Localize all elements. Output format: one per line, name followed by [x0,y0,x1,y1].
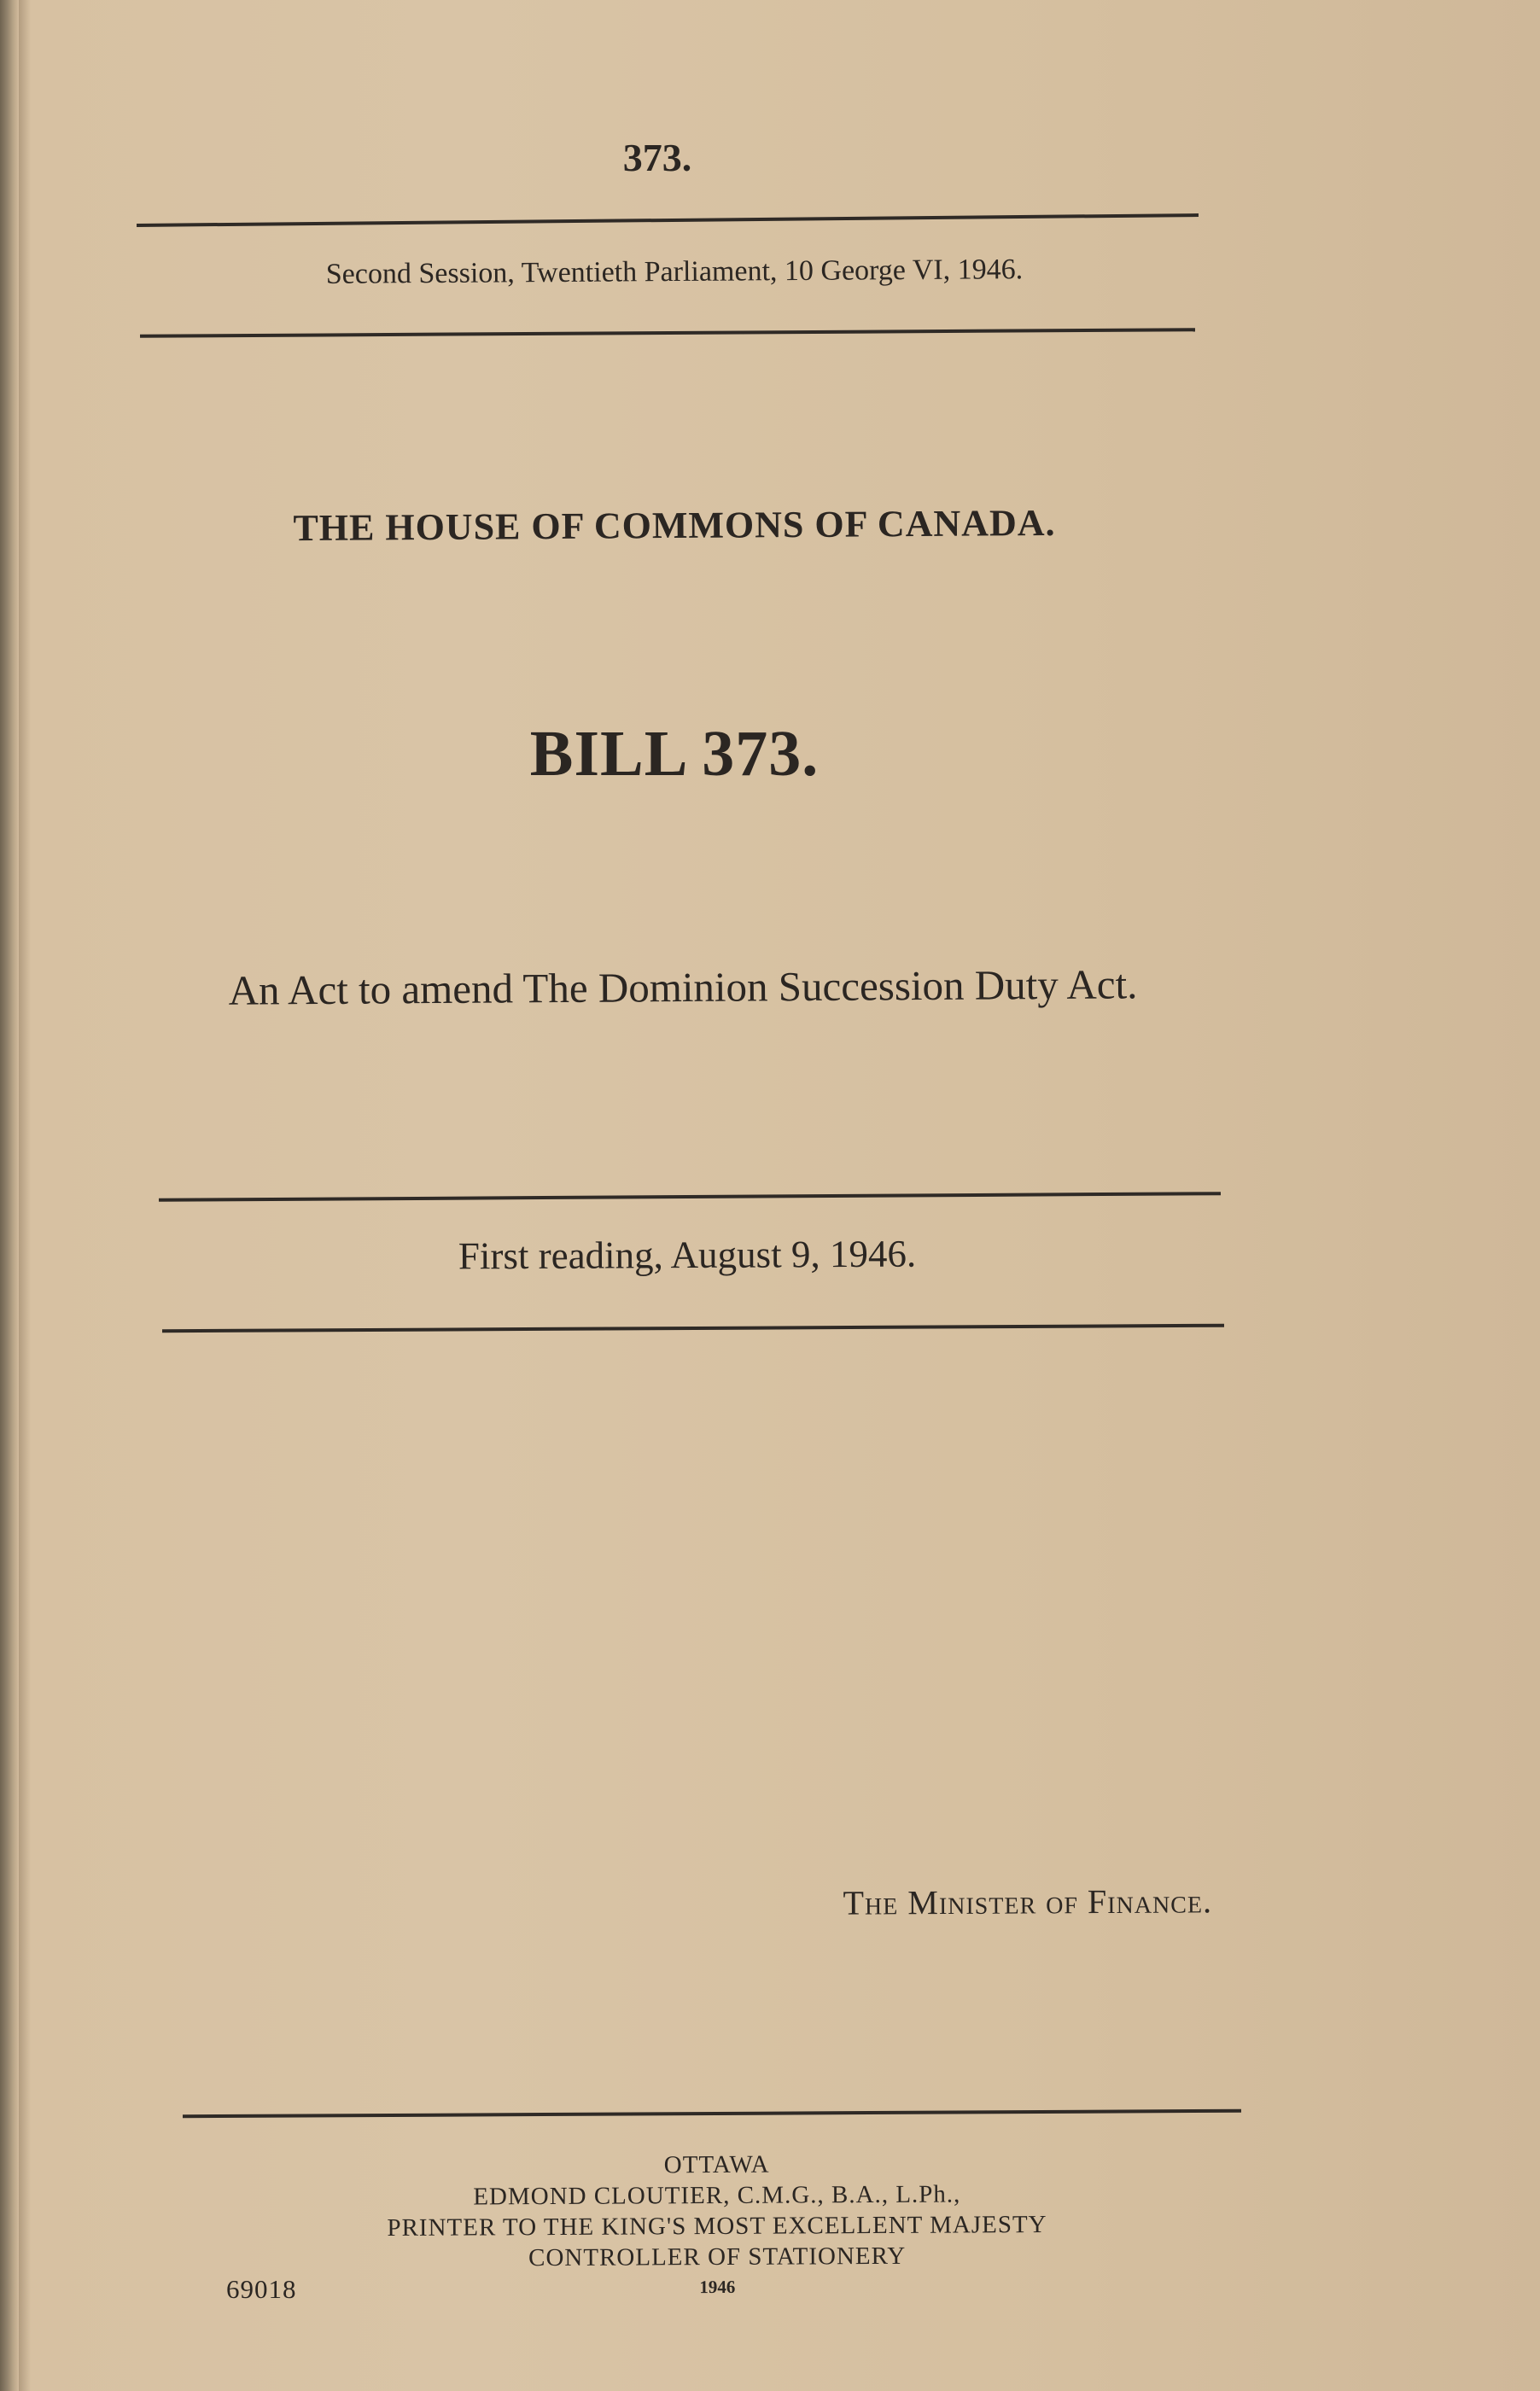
imprint-controller: CONTROLLER OF STATIONERY [528,2242,907,2272]
session-bottom-rule [140,328,1195,338]
bill-title: BILL 373. [529,718,820,790]
imprint-printer-name: EDMOND CLOUTIER, C.M.G., B.A., L.Ph., [473,2180,961,2211]
imprint-rule [183,2109,1241,2118]
binding-edge [0,0,19,2391]
page-number: 373. [622,136,692,179]
reading-bottom-rule [162,1324,1224,1333]
first-reading-line: First reading, August 9, 1946. [458,1232,917,1278]
sponsor-line: The Minister of Finance. [843,1881,1213,1922]
top-rule [137,213,1199,227]
act-title: An Act to amend The Dominion Succession Duty Act. [228,960,1138,1014]
printer-imprint [256,2147,1179,2304]
print-code: 69018 [226,2274,297,2304]
binding-shadow [19,0,31,2391]
imprint-year: 1946 [699,2276,736,2298]
imprint-city: OTTAWA [663,2150,770,2179]
house-title: THE HOUSE OF COMMONS OF CANADA. [293,501,1056,550]
session-line: Second Session, Twentieth Parliament, 10 George VI, 1946. [325,254,1024,290]
imprint-printer-title: PRINTER TO THE KING'S MOST EXCELLENT MAJESTY [387,2210,1047,2242]
reading-top-rule [159,1192,1221,1202]
